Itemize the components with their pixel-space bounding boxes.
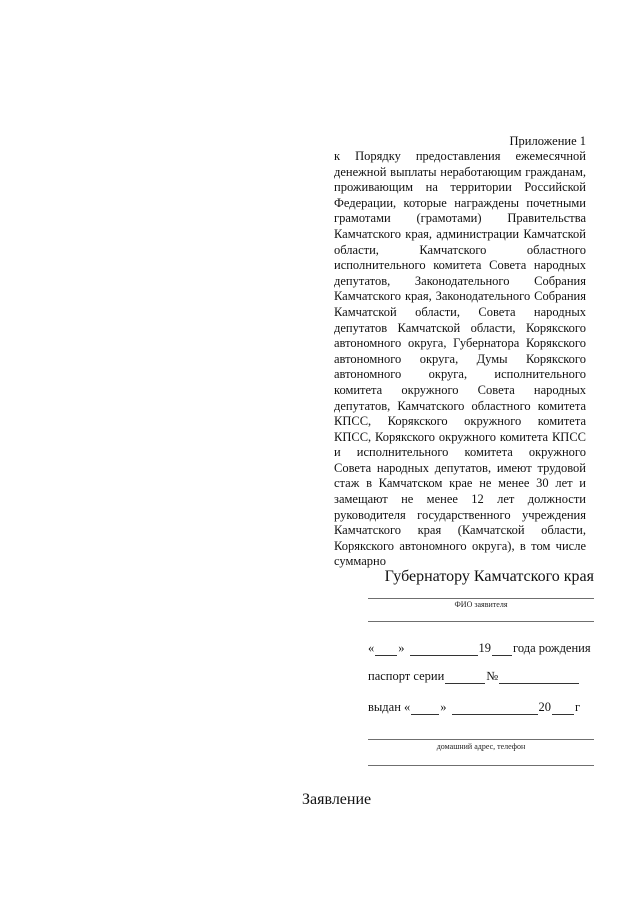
issued-year-prefix: 20: [538, 700, 552, 714]
birth-month-field[interactable]: [410, 643, 478, 656]
passport-number-label: №: [486, 669, 499, 683]
passport-series-field[interactable]: [445, 671, 485, 684]
passport-series-label: паспорт серии: [368, 669, 445, 683]
issued-suffix: г: [575, 700, 581, 714]
birth-day-field[interactable]: [375, 643, 397, 656]
appendix-title: Приложение 1: [509, 134, 586, 148]
address-caption: домашний адрес, телефон: [436, 742, 526, 751]
birth-date-row: [368, 640, 594, 656]
birth-year-prefix: 19: [478, 641, 491, 655]
address-line-2[interactable]: [368, 765, 594, 766]
fio-caption: ФИО заявителя: [454, 600, 508, 609]
issued-label: выдан «: [368, 700, 411, 714]
birth-open-quote: «: [368, 641, 375, 655]
passport-row: [368, 668, 594, 684]
issued-year-field[interactable]: [552, 702, 574, 715]
address-line[interactable]: [368, 739, 594, 740]
issued-close-quote: »: [440, 700, 447, 714]
issued-day-field[interactable]: [411, 702, 439, 715]
birth-close-quote: »: [398, 641, 405, 655]
issued-month-field[interactable]: [452, 702, 538, 715]
birth-suffix: года рождения: [513, 641, 591, 655]
statement-title: Заявление: [302, 791, 372, 808]
fio-line-2[interactable]: [368, 621, 594, 622]
issued-row: [368, 699, 594, 715]
birth-year-field[interactable]: [492, 643, 512, 656]
appendix-text: к Порядку предоставления ежемесячной денежной выплаты неработающим гражданам, проживающим на территории Российской Федерации, которые награждены почетными грамотами (грамотами) Правительства Камчатского края, администрации Камчатской области, Камчатского областного исполнительного комитета Совета народных депутатов, Законодательного Собрания Камчатского края, Законодательного Собрания Камчатской области, Совета народных депутатов Камчатской области, Корякского автономного округа, Губернатора Корякского автономного округа, Думы Корякского автономного округа, исполнительного комитета окружного Совета народных депутатов, Камчатского областного комитета КПСС, Корякского окружного комитета КПСС, Корякского окружного комитета КПСС и исполнительного комитета окружного Совета народных депутатов, имеют трудовой стаж в Камчатском крае не менее 30 лет и замещают не менее 12 лет должности руководителя государственного учреждения Камчатского края (Камчатской области, Корякского автономного округа), в том числе суммарно: [334, 149, 586, 569]
passport-number-field[interactable]: [499, 671, 579, 684]
fio-line[interactable]: [368, 598, 594, 599]
addressee: Губернатору Камчатского края: [384, 568, 594, 585]
